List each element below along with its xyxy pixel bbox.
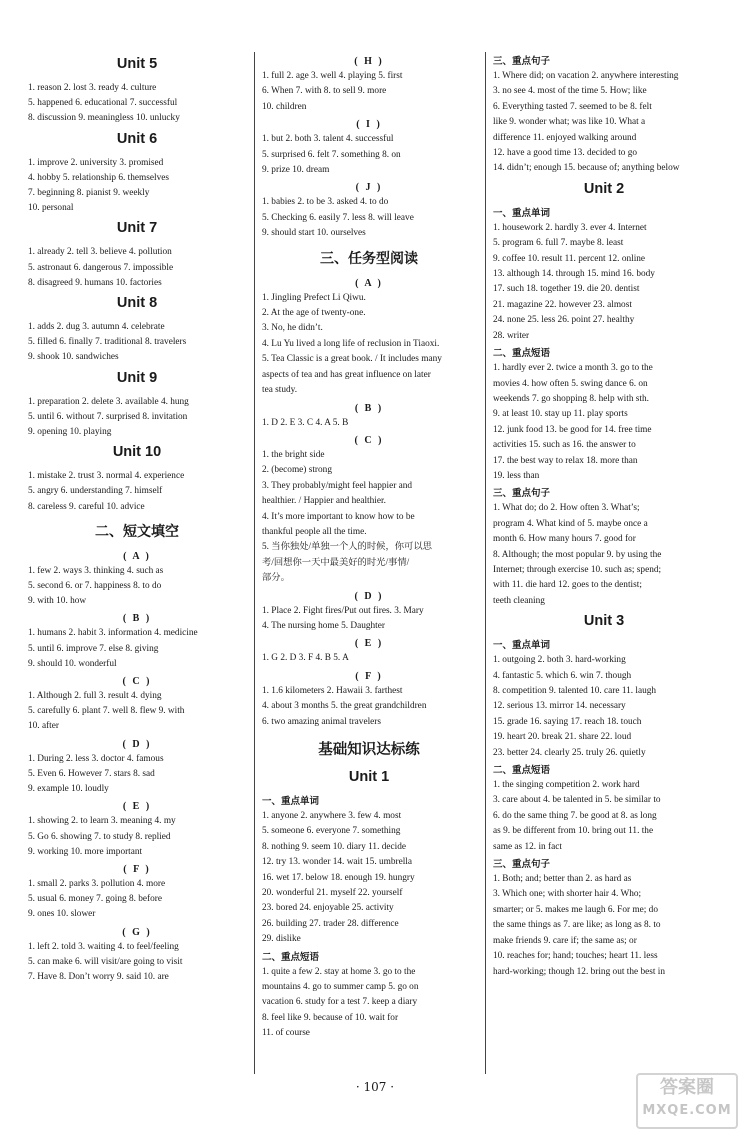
answer-line: as 9. be different from 10. bring out 11. the xyxy=(493,826,654,837)
answer-line: 19. heart 20. break 21. share 22. loud xyxy=(493,732,632,743)
answer-line: thankful people all the time. xyxy=(262,526,367,537)
answer-line: 1. small 2. parks 3. pollution 4. more xyxy=(28,878,166,889)
section-heading: 三、任务型阅读 xyxy=(320,250,418,267)
watermark-text: 答案圈 xyxy=(660,1077,714,1098)
subsection-heading: 三、重点句子 xyxy=(493,56,551,67)
answer-line: 5. astronaut 6. dangerous 7. impossible xyxy=(28,262,174,273)
answer-line: 1. Both; and; better than 2. as hard as xyxy=(493,874,632,885)
subsection-heading: 三、重点句子 xyxy=(493,859,551,871)
answer-line: 10. reaches for; hand; touches; heart 11. less xyxy=(493,951,658,962)
answer-line: 5. angry 6. understanding 7. himself xyxy=(28,486,163,497)
answer-line: 14. didn’t; enough 15. because of; anything below xyxy=(493,163,680,174)
answer-line: 9. opening 10. playing xyxy=(28,427,112,438)
answer-line: 4. hobby 5. relationship 6. themselves xyxy=(28,172,169,183)
answer-line: 1. anyone 2. anywhere 3. few 4. most xyxy=(262,811,402,821)
answer-line: 1. Place 2. Fight fires/Put out fires. 3. Mary xyxy=(262,605,424,616)
answer-line: 1. preparation 2. delete 3. available 4. hung xyxy=(28,396,189,407)
answer-line: 6. do the same thing 7. be good at 8. as long xyxy=(493,810,657,821)
answer-line: 17. the best way to relax 18. more than xyxy=(493,455,638,466)
answer-line: 1. During 2. less 3. doctor 4. famous xyxy=(28,753,164,764)
answer-line: 1. What do; do 2. How often 3. What’s; xyxy=(493,503,640,514)
subsection-heading: 一、重点单词 xyxy=(493,640,551,652)
answer-line: 6. Everything tasted 7. seemed to be 8. felt xyxy=(493,101,652,112)
answer-line: the same things as 7. are like; as long as 8. to xyxy=(493,920,661,931)
answer-line: 10. after xyxy=(28,721,59,732)
answer-line: 3. They probably/might feel happier and xyxy=(262,480,413,491)
answer-line: 1. adds 2. dug 3. autumn 4. celebrate xyxy=(28,322,165,333)
answer-line: 部分。 xyxy=(262,573,290,584)
passage-label: ( F ) xyxy=(123,863,151,875)
answer-line: 9. coffee 10. result 11. percent 12. online xyxy=(493,253,646,264)
unit-heading: Unit 8 xyxy=(116,295,158,312)
unit-heading: Unit 9 xyxy=(116,369,158,386)
answer-line: activities 15. such as 16. the answer to xyxy=(493,440,636,451)
subsection-heading: 一、重点单词 xyxy=(262,796,320,807)
page-number: · 107 · xyxy=(355,1080,395,1094)
answer-line: 1. reason 2. lost 3. ready 4. culture xyxy=(28,83,157,93)
answer-line: 5. Checking 6. easily 7. less 8. will leave xyxy=(262,212,414,223)
answer-line: 7. beginning 8. pianist 9. weekly xyxy=(28,188,150,199)
answer-line: 8. careless 9. careful 10. advice xyxy=(28,501,145,512)
answer-line: 5. filled 6. finally 7. traditional 8. travelers xyxy=(28,337,187,348)
unit-heading: Unit 10 xyxy=(112,444,162,461)
answer-line: 8. disagreed 9. humans 10. factories xyxy=(28,277,162,288)
answer-line: 8. feel like 9. because of 10. wait for xyxy=(262,1012,399,1023)
answer-line: 8. nothing 9. seem 10. diary 11. decide xyxy=(262,841,406,852)
unit-heading: Unit 2 xyxy=(583,180,625,197)
answer-line: 4. fantastic 5. which 6. win 7. though xyxy=(493,670,632,681)
answer-line: 17. such 18. together 19. die 20. dentist xyxy=(493,284,640,295)
column-divider-1 xyxy=(254,52,255,1074)
part-heading: 基础知识达标练 xyxy=(318,742,420,758)
column-left xyxy=(28,52,246,985)
answer-line: 3. no see 4. most of the time 5. How; like xyxy=(493,86,647,97)
answer-line: 6. two amazing animal travelers xyxy=(262,716,382,727)
answer-line: 1. but 2. both 3. talent 4. successful xyxy=(262,134,394,145)
answer-line: 23. bored 24. enjoyable 25. activity xyxy=(262,903,394,914)
answer-line: 5. someone 6. everyone 7. something xyxy=(262,826,401,837)
answer-line: 1. full 2. age 3. well 4. playing 5. first xyxy=(262,71,403,81)
answer-line: 2. At the age of twenty-one. xyxy=(262,308,366,319)
passage-label: ( F ) xyxy=(355,670,383,682)
passage-label: ( B ) xyxy=(122,613,152,625)
column-divider-2 xyxy=(485,52,486,1074)
answer-line: smarter; or 5. makes me laugh 6. For me; do xyxy=(493,904,658,915)
answer-line: 29. dislike xyxy=(262,934,301,945)
answer-line: 5. 当你独处/单独一个人的时候，你可以思 xyxy=(262,542,432,553)
passage-label: ( D ) xyxy=(122,738,152,750)
answer-line: 9. working 10. more important xyxy=(28,846,143,857)
answer-line: 6. When 7. with 8. to sell 9. more xyxy=(262,86,387,97)
answer-line: 5. can make 6. will visit/are going to visit xyxy=(28,956,183,967)
unit-heading: Unit 7 xyxy=(116,220,158,237)
answer-line: 20. wonderful 21. myself 22. yourself xyxy=(262,888,403,899)
answer-line: 28. writer xyxy=(493,330,530,341)
answer-line: 5. usual 6. money 7. going 8. before xyxy=(28,894,163,905)
answer-line: mountains 4. go to summer camp 5. go on xyxy=(262,982,419,993)
passage-label: ( E ) xyxy=(122,801,152,813)
passage-label: ( B ) xyxy=(354,402,384,414)
answer-line: tea study. xyxy=(262,385,298,396)
answer-line: 9. example 10. loudly xyxy=(28,784,109,795)
answer-line: 5. program 6. full 7. maybe 8. least xyxy=(493,238,624,249)
answer-line: 9. should start 10. ourselves xyxy=(262,228,366,239)
subsection-heading: 三、重点句子 xyxy=(493,488,551,500)
answer-line: 1. mistake 2. trust 3. normal 4. experience xyxy=(28,471,185,482)
answer-line: month 6. How many hours 7. good for xyxy=(493,534,636,545)
answer-line: 10. personal xyxy=(28,203,74,214)
answer-line: healthier. / Happier and healthier. xyxy=(262,496,386,507)
answer-line: 4. Lu Yu lived a long life of reclusion in Tiaoxi. xyxy=(262,338,440,349)
answer-line: 9. shook 10. sandwiches xyxy=(28,352,119,363)
answer-line: 12. serious 13. mirror 14. necessary xyxy=(493,701,626,712)
passage-label: ( C ) xyxy=(122,676,152,688)
answer-line: 4. It’s more important to know how to be xyxy=(262,511,415,522)
answer-line: 1. quite a few 2. stay at home 3. go to the xyxy=(262,966,416,977)
column-middle xyxy=(262,52,476,1042)
answer-line: Internet; through exercise 10. such as; spend; xyxy=(493,564,662,575)
answer-line: 19. less than xyxy=(493,470,540,481)
answer-line: 5. surprised 6. felt 7. something 8. on xyxy=(262,149,401,160)
unit-heading: Unit 1 xyxy=(348,769,390,785)
answer-line: teeth cleaning xyxy=(493,595,545,606)
answer-line: vacation 6. study for a test 7. keep a diary xyxy=(262,997,418,1008)
answer-line: 9. at least 10. stay up 11. play sports xyxy=(493,409,628,420)
answer-line: 3. No, he didn’t. xyxy=(262,323,323,334)
answer-line: 考/回想你一天中最美好的时光/事情/ xyxy=(262,557,410,568)
passage-label: ( C ) xyxy=(354,434,384,446)
subsection-heading: 二、重点短语 xyxy=(493,765,551,777)
answer-line: 13. although 14. through 15. mind 16. body xyxy=(493,269,655,280)
answer-line: program 4. What kind of 5. maybe once a xyxy=(493,518,648,529)
passage-label: ( I ) xyxy=(356,119,382,131)
passage-label: ( A ) xyxy=(355,277,383,289)
passage-label: ( E ) xyxy=(354,638,384,650)
answer-line: 1. Jingling Prefect Li Qiwu. xyxy=(262,292,366,303)
answer-line: 23. better 24. clearly 25. truly 26. quietly xyxy=(493,747,646,758)
answer-line: 12. have a good time 13. decided to go xyxy=(493,148,638,159)
answer-line: same as 12. in fact xyxy=(493,841,562,852)
answer-line: 26. building 27. trader 28. difference xyxy=(262,918,399,929)
answer-line: 8. competition 9. talented 10. care 11. laugh xyxy=(493,686,657,696)
answer-line: 2. (become) strong xyxy=(262,465,332,476)
answer-line: 1. humans 2. habit 3. information 4. medicine xyxy=(28,628,198,639)
answer-line: 5. happened 6. educational 7. successful xyxy=(28,98,178,109)
answer-line: 1. outgoing 2. both 3. hard-working xyxy=(493,655,626,666)
answer-line: 1. few 2. ways 3. thinking 4. such as xyxy=(28,565,164,576)
answer-line: 5. until 6. without 7. surprised 8. invitation xyxy=(28,411,188,422)
answer-line: weekends 7. go shopping 8. help with sth. xyxy=(493,393,649,404)
answer-line: with 11. die hard 12. goes to the dentist; xyxy=(493,580,642,591)
answer-line: 1. Although 2. full 3. result 4. dying xyxy=(28,691,162,702)
subsection-heading: 二、重点短语 xyxy=(493,348,551,360)
answer-line: 1. housework 2. hardly 3. ever 4. Internet xyxy=(493,222,647,233)
answer-line: 3. care about 4. be talented in 5. be similar to xyxy=(493,795,661,806)
answer-line: 9. should 10. wonderful xyxy=(28,658,117,669)
answer-line: 15. grade 16. saying 17. reach 18. touch xyxy=(493,716,642,727)
answer-line: 3. Which one; with shorter hair 4. Who; xyxy=(493,889,642,900)
answer-line: 1. babies 2. to be 3. asked 4. to do xyxy=(262,197,389,208)
answer-line: 5. carefully 6. plant 7. well 8. flew 9. with xyxy=(28,706,185,717)
subsection-heading: 一、重点单词 xyxy=(493,207,551,219)
answer-line: 1. hardly ever 2. twice a month 3. go to the xyxy=(493,363,653,374)
answer-line: 9. ones 10. slower xyxy=(28,909,96,920)
answer-line: make friends 9. care if; the same as; or xyxy=(493,935,637,946)
answer-line: hard-working; though 12. bring out the best in xyxy=(493,966,665,977)
passage-label: ( D ) xyxy=(354,590,384,602)
answer-line: 1. D 2. E 3. C 4. A 5. B xyxy=(262,417,349,428)
column-right xyxy=(493,52,715,980)
answer-line: like 9. wonder what; was like 10. What a xyxy=(493,117,646,128)
answer-line: 11. of course xyxy=(262,1028,310,1039)
answer-line: 1. 1.6 kilometers 2. Hawaii 3. farthest xyxy=(262,685,403,696)
answer-line: 5. Even 6. However 7. stars 8. sad xyxy=(28,768,155,779)
answer-line: 9. with 10. how xyxy=(28,596,87,607)
watermark-url: MXQE.COM xyxy=(642,1103,732,1118)
answer-line: 5. Go 6. showing 7. to study 8. replied xyxy=(28,831,171,842)
passage-label: ( A ) xyxy=(123,550,151,562)
answer-line: 12. try 13. wonder 14. wait 15. umbrella xyxy=(262,857,413,868)
answer-line: 1. showing 2. to learn 3. meaning 4. my xyxy=(28,816,176,827)
answer-line: 7. Have 8. Don’t worry 9. said 10. are xyxy=(28,971,169,982)
watermark-logo xyxy=(636,1073,738,1129)
subsection-heading: 二、重点短语 xyxy=(262,951,320,963)
answer-line: 1. the singing competition 2. work hard xyxy=(493,780,640,791)
answer-line: 1. left 2. told 3. waiting 4. to feel/feeling xyxy=(28,941,179,952)
unit-heading: Unit 6 xyxy=(116,130,158,147)
answer-line: 5. until 6. improve 7. else 8. giving xyxy=(28,643,159,654)
answer-line: difference 11. enjoyed walking around xyxy=(493,132,637,143)
answer-line: 12. junk food 13. be good for 14. free time xyxy=(493,424,652,435)
answer-line: 1. G 2. D 3. F 4. B 5. A xyxy=(262,653,349,664)
answer-line: movies 4. how often 5. swing dance 6. on xyxy=(493,378,648,389)
answer-line: 4. about 3 months 5. the great grandchildren xyxy=(262,701,427,712)
answer-line: 4. The nursing home 5. Daughter xyxy=(262,620,385,631)
unit-heading: Unit 3 xyxy=(583,613,625,630)
answer-line: 21. magazine 22. however 23. almost xyxy=(493,299,632,310)
answer-line: 24. none 25. less 26. point 27. healthy xyxy=(493,315,635,326)
answer-line: 1. improve 2. university 3. promised xyxy=(28,157,164,168)
answer-line: 1. the bright side xyxy=(262,449,325,460)
answer-line: 5. Tea Classic is a great book. / It includes many xyxy=(262,354,442,365)
unit-heading: Unit 5 xyxy=(116,56,158,72)
answer-line: 1. already 2. tell 3. believe 4. pollution xyxy=(28,247,172,258)
answer-line: 16. wet 17. below 18. enough 19. hungry xyxy=(262,872,415,883)
answer-line: 8. discussion 9. meaningless 10. unlucky xyxy=(28,113,180,124)
passage-label: ( G ) xyxy=(122,926,152,938)
answer-line: 10. children xyxy=(262,101,307,112)
answer-line: 5. second 6. or 7. happiness 8. to do xyxy=(28,581,162,592)
answer-line: 9. prize 10. dream xyxy=(262,165,330,176)
passage-label: ( H ) xyxy=(354,56,384,67)
section-heading: 二、短文填空 xyxy=(95,523,179,540)
answer-line: 1. Where did; on vacation 2. anywhere interesting xyxy=(493,71,679,81)
passage-label: ( J ) xyxy=(355,182,383,194)
answer-line: aspects of tea and has great influence on later xyxy=(262,369,431,380)
answer-line: 8. Although; the most popular 9. by using the xyxy=(493,549,662,560)
